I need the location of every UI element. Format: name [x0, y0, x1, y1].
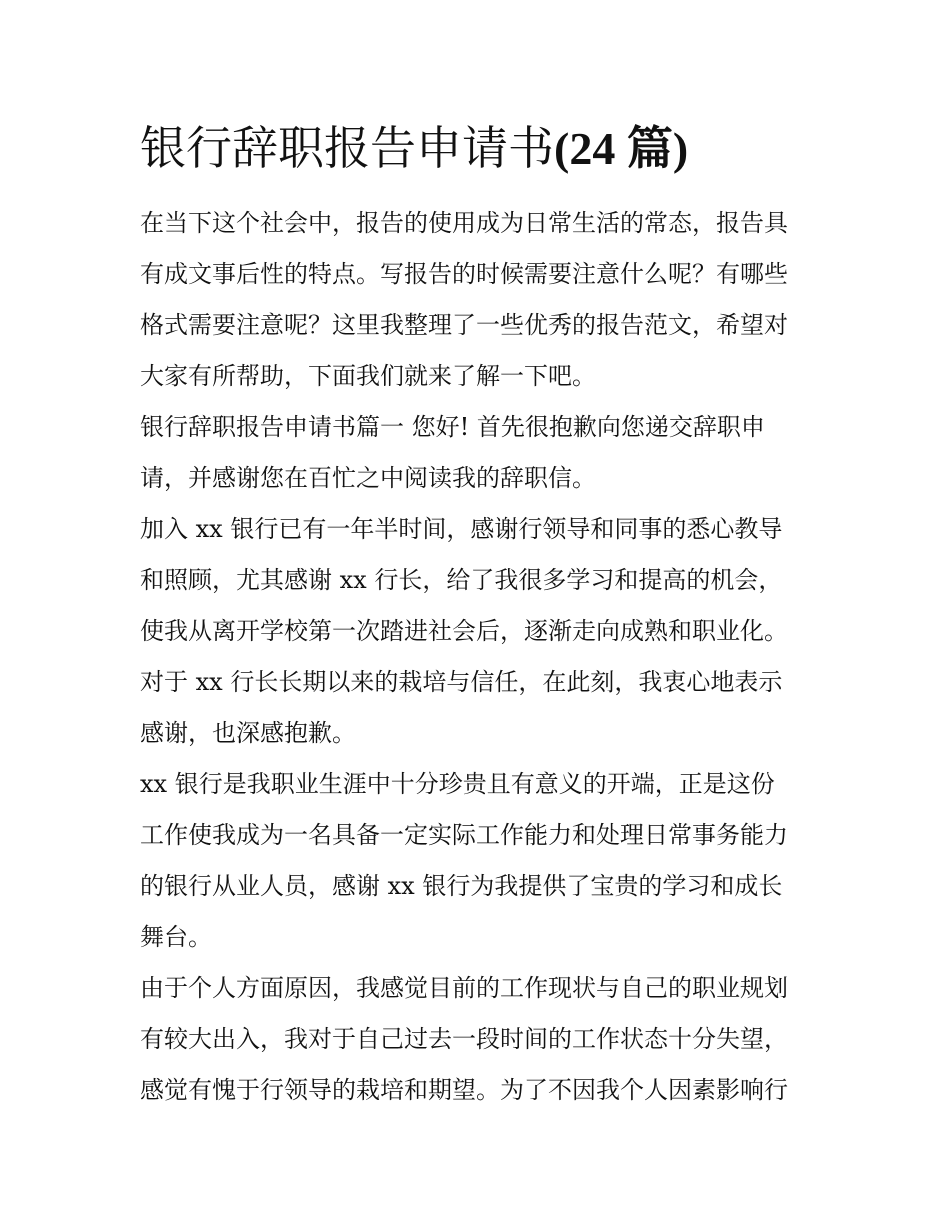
text-line: 和照顾，尤其感谢 xx 行长，给了我很多学习和提高的机会，: [140, 566, 783, 594]
text-line: 银行辞职报告申请书篇一 您好! 首先很抱歉向您递交辞职申: [140, 413, 765, 441]
title-main-text: 银行辞职报告申请书: [140, 121, 554, 175]
text-line: 加入 xx 银行已有一年半时间，感谢行领导和同事的悉心教导: [140, 515, 783, 543]
text-line: 工作使我成为一名具备一定实际工作能力和处理日常事务能力: [140, 821, 788, 849]
document-body: [140, 198, 820, 1116]
text-line: 格式需要注意呢？这里我整理了一些优秀的报告范文，希望对: [140, 311, 788, 339]
text-line: 有成文事后性的特点。写报告的时候需要注意什么呢？有哪些: [140, 260, 788, 288]
text-line: 由于个人方面原因，我感觉目前的工作现状与自己的职业规划: [140, 974, 788, 1002]
document-title: [140, 112, 840, 185]
text-line: 在当下这个社会中，报告的使用成为日常生活的常态，报告具: [140, 209, 788, 237]
text-line: 对于 xx 行长长期以来的栽培与信任，在此刻，我衷心地表示: [140, 668, 783, 696]
text-line: 感觉有愧于行领导的栽培和期望。为了不因我个人因素影响行: [140, 1076, 788, 1104]
text-line: 的银行从业人员，感谢 xx 银行为我提供了宝贵的学习和成长: [140, 872, 783, 900]
text-line: 舞台。: [140, 923, 212, 951]
title-suffix-text: (24 篇): [554, 123, 689, 174]
text-line: 大家有所帮助，下面我们就来了解一下吧。: [140, 362, 596, 390]
text-line: 感谢，也深感抱歉。: [140, 719, 356, 747]
text-line: 请，并感谢您在百忙之中阅读我的辞职信。: [140, 464, 596, 492]
text-line: 使我从离开学校第一次踏进社会后，逐渐走向成熟和职业化。: [140, 617, 788, 645]
text-line: 有较大出入，我对于自己过去一段时间的工作状态十分失望，: [140, 1025, 788, 1053]
text-line: xx 银行是我职业生涯中十分珍贵且有意义的开端，正是这份: [140, 770, 775, 798]
